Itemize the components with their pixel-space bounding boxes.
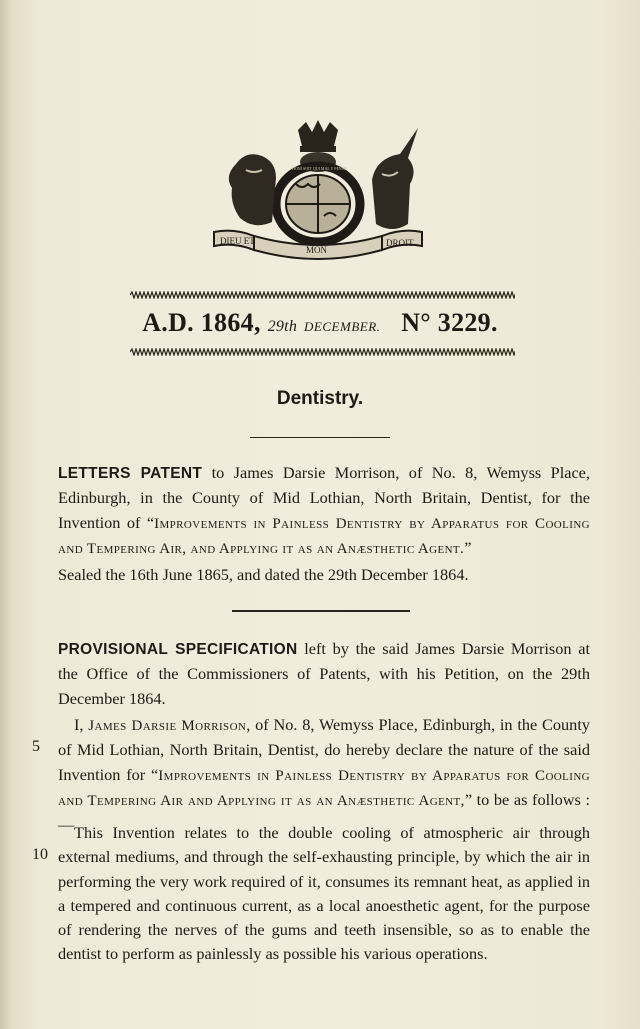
body-paragraph (58, 713, 590, 837)
provisional-paragraph (58, 637, 590, 711)
provisional-lead: PROVISIONAL SPECIFICATION (58, 641, 298, 658)
inventor-name: James Darsie Morrison (88, 718, 247, 734)
royal-coat-of-arms-crest (206, 120, 430, 260)
letters-patent-lead: LETTERS PATENT (58, 465, 203, 482)
line-number: 5 (32, 738, 40, 755)
invention-description: This Invention relates to the double cooling of atmospheric air through external mediums, and through the self-exhausting principle, by which the air in performing the very work required of it, consumes its remnant heat, as applied in a tempered and continuous current, as a local anoesthetic agent, for the purpose of rendering the nerves of the gums and teeth insensible, so as to enable the dentist to perform as painlessly as possible his various operations. (58, 823, 590, 964)
letters-patent-paragraph (58, 461, 590, 561)
wavy-rule-bottom (130, 348, 515, 356)
letters-patent-close: ” (464, 537, 472, 557)
invention-title-repeat: Improvements in Painless Dentistry by Apparatus for Cooling and Tempering Air and Applying it as an Anæsthetic Agent, (58, 767, 591, 809)
patent-number: N° 3229. (401, 308, 498, 337)
provisional-text: left by the said James Darsie Morrison at the Office of the Commissioners of Patents, with his Petition, on the 29th December 1864. (58, 639, 590, 708)
body-paragraph (58, 821, 590, 967)
motto-mid-text: MON (306, 245, 328, 255)
date-day: 29th (267, 318, 298, 335)
body-text: , of No. 8, Wemyss Place, Edinburgh, in the County of Mid Lothian, North Britain, Dentist, do hereby declare the nature of the said Invention for “ (58, 715, 590, 784)
body-intro: I, (74, 715, 89, 734)
ad-year: A.D. 1864, (142, 308, 261, 337)
divider-rule (232, 610, 410, 612)
body-end: ” to be as follows :— (58, 789, 590, 835)
wavy-rule-top (130, 291, 515, 299)
motto-left-text: DIEU ET (220, 236, 255, 246)
date-month: DECEMBER. (304, 319, 381, 334)
garter-text: HONI SOIT QUI MAL Y PENSE (292, 166, 347, 171)
invention-title: Improvements in Painless Dentistry by Apparatus for Cooling and Tempering Air, and Applying it as an Anæsthetic Agent. (58, 515, 591, 557)
patent-date-number (0, 308, 640, 338)
motto-right-text: DROIT (386, 238, 414, 248)
divider-rule (250, 437, 390, 438)
letters-patent-text: to James Darsie Morrison, of No. 8, Wemyss Place, Edinburgh, in the County of Mid Lothian, North Britain, Dentist, for the Invention of “ (58, 463, 590, 532)
subject-heading: Dentistry. (276, 388, 364, 409)
sealed-line (58, 563, 590, 587)
line-number: 10 (32, 846, 48, 863)
sealed-text: Sealed the 16th June 1865, and dated the 29th December 1864. (58, 565, 469, 584)
